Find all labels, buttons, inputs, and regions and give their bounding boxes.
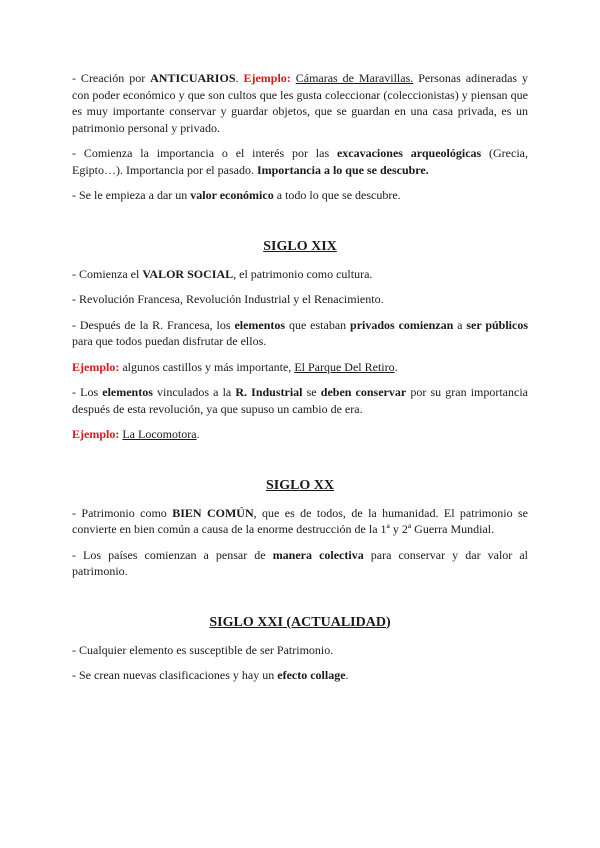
paragraph-valor-social (72, 266, 528, 283)
text-run: a todo lo que se descubre. (273, 188, 401, 202)
document-page (72, 70, 528, 693)
text-run: (Grecia, Egipto…). Importancia por el pasado. (72, 146, 528, 177)
text-run: . (196, 427, 200, 441)
text-run: para que todos puedan disfrutar de ellos. (72, 334, 267, 348)
text-run: - Se crean nuevas clasificaciones y hay un (72, 668, 278, 682)
text-run: vinculados a la (152, 385, 236, 399)
text-run: - Se le empieza a dar un (72, 188, 191, 202)
bold-term: BIEN COMÚN (172, 505, 254, 520)
text-run: - Los países comienzan a pensar de (72, 547, 273, 562)
text-run: a (453, 317, 467, 332)
paragraph-example-locomotora (72, 426, 528, 443)
text-run: , el patrimonio como cultura. (233, 266, 373, 281)
section-heading-siglo-xxi: SIGLO XXI (ACTUALIDAD) (209, 614, 391, 630)
text-run: - Los (72, 385, 103, 399)
bold-term: valor económico (190, 188, 274, 202)
text-run: - Cualquier elemento es susceptible de ser Patrimonio. (72, 642, 334, 657)
bold-term: R. Industrial (235, 385, 303, 399)
text-run: Personas adineradas y con poder económico y que son cultos que les gusta coleccionar (coleccionistas) y piensan que es muy importante conservar y guardar objetos, que se guardan en una casa privada, es un patrimonio personal y privado. (72, 71, 529, 135)
paragraph-valor-economico (72, 187, 528, 204)
text-run: se (302, 385, 321, 399)
paragraph-excavaciones (72, 145, 528, 178)
text-run: para conservar y dar valor al patrimonio. (72, 547, 529, 578)
text-run: - Revolución Francesa, Revolución Industrial y el Renacimiento. (72, 292, 384, 306)
text-run: . (394, 359, 398, 374)
section-heading-siglo-xx: SIGLO XX (265, 477, 335, 493)
text-run: - Después de la R. Francesa, los (72, 317, 235, 332)
section-heading-siglo-xix: SIGLO XIX (263, 238, 337, 254)
bold-term: privados comienzan (350, 317, 454, 332)
bold-term: elementos (234, 317, 286, 332)
bold-term: VALOR SOCIAL (142, 266, 234, 281)
paragraph-r-industrial (72, 384, 528, 417)
paragraph-bien-comun (72, 505, 528, 538)
text-run: - Comienza el (72, 266, 143, 281)
text-run: algunos castillos y más importante, (119, 359, 295, 374)
text-run: - Comienza la importancia o el interés por las (72, 146, 337, 160)
paragraph-efecto-collage (72, 667, 528, 684)
paragraph-anticuarios (72, 70, 528, 136)
text-run: por su gran importancia después de esta revolución, ya que supuso un cambio de era. (72, 385, 528, 416)
bold-term: excavaciones arqueológicas (336, 146, 482, 160)
text-run: , que es de todos, de la humanidad. El patrimonio se convierte en bien común a causa de la enorme destrucción de la 1ª y 2ª Guerra Mundial. (72, 505, 528, 536)
bold-term: ANTICUARIOS (150, 71, 236, 85)
bold-term: elementos (102, 385, 153, 399)
bold-term: manera colectiva (272, 547, 364, 562)
example-label: Ejemplo: (243, 71, 291, 85)
bold-term: deben conservar (320, 385, 407, 399)
paragraph-cualquier-elemento (72, 642, 528, 659)
text-run: . (345, 668, 349, 682)
underlined-example: La Locomotora (122, 427, 197, 441)
bold-term: efecto collage (277, 668, 346, 682)
bold-term: Importancia a lo que se descubre. (256, 162, 429, 177)
underlined-example: Cámaras de Maravillas. (295, 71, 414, 85)
paragraph-revoluciones (72, 291, 528, 308)
underlined-example: El Parque Del Retiro (294, 359, 395, 374)
paragraph-manera-colectiva (72, 547, 528, 580)
paragraph-example-retiro (72, 359, 528, 376)
example-label: Ejemplo: (72, 427, 120, 441)
text-run: - Creación por (72, 71, 151, 85)
text-run: . (235, 71, 244, 85)
paragraph-r-francesa (72, 317, 528, 350)
example-label: Ejemplo: (72, 359, 120, 374)
text-run: que estaban (285, 317, 351, 332)
text-run: - Patrimonio como (72, 505, 173, 520)
bold-term: ser públicos (466, 317, 529, 332)
